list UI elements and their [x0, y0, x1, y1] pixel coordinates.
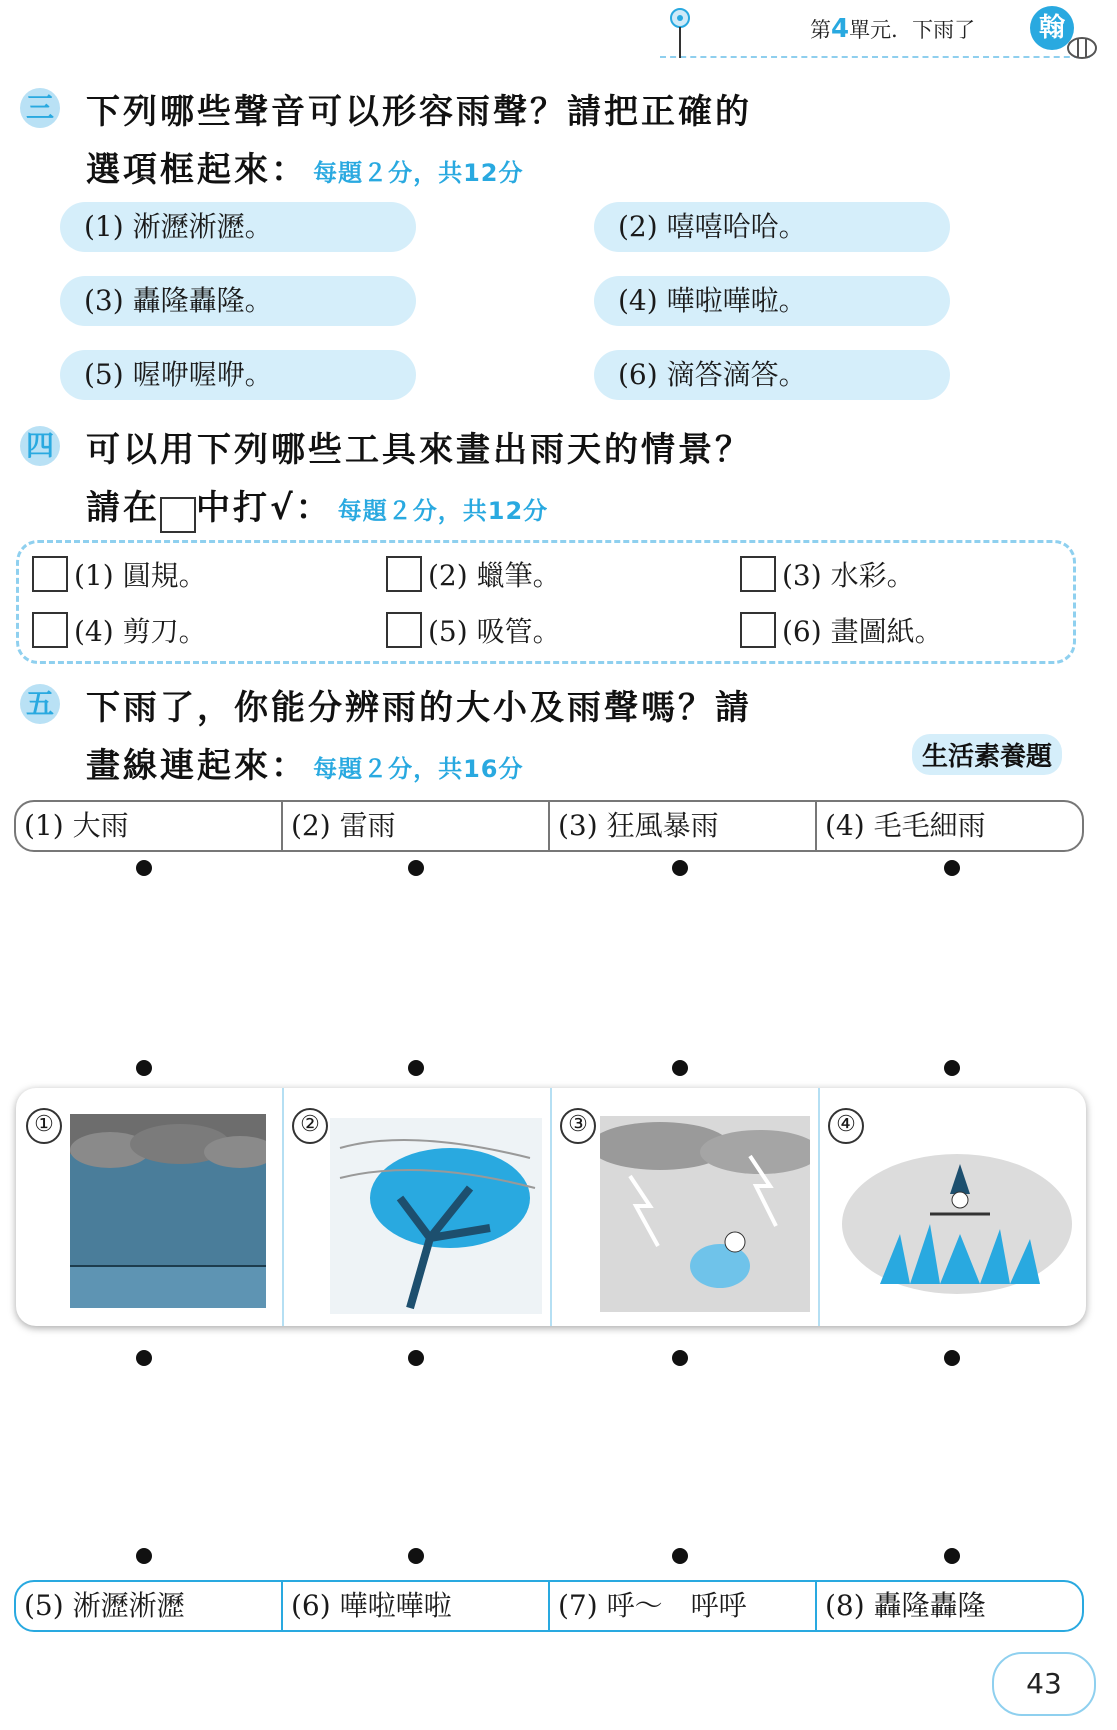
rain-type-cell: (4) 毛毛細雨 [825, 809, 986, 842]
rain-type-cell: (3) 狂風暴雨 [550, 802, 817, 850]
tool-item[interactable] [740, 554, 915, 594]
unit-number: 4 [831, 14, 850, 44]
picture-panel [16, 1088, 1086, 1326]
tool-label: (6) 畫圖紙。 [782, 615, 943, 648]
section-4-score: 每題２分，共12分 [337, 497, 549, 525]
tool-label: (2) 蠟筆。 [428, 559, 561, 592]
picture-number: ② [292, 1108, 328, 1144]
section-3-question-line2-wrap [86, 142, 524, 191]
option-pill[interactable]: (6) 滴答滴答。 [594, 350, 950, 400]
rain-type-cell: (2) 雷雨 [283, 802, 550, 850]
tool-label: (4) 剪刀。 [74, 615, 207, 648]
section-3-question-line2: 選項框起來： [86, 150, 308, 190]
tool-label: (5) 吸管。 [428, 615, 561, 648]
unit-prefix: 第 [810, 18, 831, 42]
literacy-tag: 生活素養題 [912, 734, 1062, 775]
rain-type-row [14, 800, 1084, 852]
picture-cell [284, 1088, 552, 1326]
section-4-question-line2-wrap [86, 480, 548, 533]
connect-dot[interactable] [408, 860, 424, 876]
publisher-badge: 翰 [1030, 6, 1074, 50]
unit-header [810, 14, 975, 44]
option-pill[interactable]: (3) 轟隆轟隆。 [60, 276, 416, 326]
tool-checkbox[interactable] [32, 556, 68, 592]
picture-cell [552, 1088, 820, 1326]
tool-checkbox[interactable] [386, 556, 422, 592]
bee-icon [1060, 26, 1106, 66]
tool-checkbox[interactable] [740, 556, 776, 592]
option-pill[interactable]: (1) 淅瀝淅瀝。 [60, 202, 416, 252]
connect-dot[interactable] [408, 1350, 424, 1366]
thunderstorm-bird-image [600, 1116, 810, 1312]
section-3-score: 每題２分，共12分 [313, 159, 524, 187]
tool-item[interactable] [386, 554, 561, 594]
tool-label: (1) 圓規。 [74, 559, 207, 592]
tool-item[interactable] [32, 554, 207, 594]
section-5-question-line2-wrap [86, 738, 524, 787]
picture-number: ① [26, 1108, 62, 1144]
option-pill[interactable]: (2) 嘻嘻哈哈。 [594, 202, 950, 252]
connect-dot[interactable] [944, 1350, 960, 1366]
rain-type-cell: (1) 大雨 [16, 802, 283, 850]
section-5-question-line1: 下雨了，你能分辨雨的大小及雨聲嗎？請 [86, 688, 752, 728]
connect-dot[interactable] [136, 1350, 152, 1366]
connect-dot[interactable] [672, 1060, 688, 1076]
connect-dot[interactable] [136, 1548, 152, 1564]
section-4-question-line2-post: 中打√： [196, 488, 333, 528]
header-divider [660, 56, 1090, 58]
scarecrow-drizzle-image [840, 1144, 1074, 1304]
picture-number: ③ [560, 1108, 596, 1144]
page-number: 43 [992, 1652, 1096, 1716]
unit-title: 單元．下雨了 [849, 18, 976, 42]
connect-dot[interactable] [408, 1060, 424, 1076]
section-4-question-line1: 可以用下列哪些工具來畫出雨天的情景？ [86, 430, 752, 470]
tool-item[interactable] [386, 610, 561, 650]
tool-item[interactable] [32, 610, 207, 650]
tool-label: (3) 水彩。 [782, 559, 915, 592]
connect-dot[interactable] [944, 1548, 960, 1564]
picture-cell [820, 1088, 1086, 1326]
example-checkbox [160, 497, 196, 533]
tool-checkbox[interactable] [32, 612, 68, 648]
connect-dot[interactable] [672, 1548, 688, 1564]
rain-sound-cell: (6) 嘩啦嘩啦 [283, 1582, 550, 1630]
connect-dot[interactable] [136, 1060, 152, 1076]
connect-dot[interactable] [672, 860, 688, 876]
section-4-question-line2-pre: 請在 [86, 488, 160, 528]
rain-sound-row [14, 1580, 1084, 1632]
tool-item[interactable] [740, 610, 943, 650]
option-pill[interactable]: (5) 喔咿喔咿。 [60, 350, 416, 400]
section-5-number: 五 [20, 684, 60, 724]
option-pill[interactable]: (4) 嘩啦嘩啦。 [594, 276, 950, 326]
connect-dot[interactable] [136, 860, 152, 876]
section-5-question-line2: 畫線連起來： [86, 746, 308, 786]
section-3-number: 三 [20, 88, 60, 128]
connect-dot[interactable] [944, 860, 960, 876]
connect-dot[interactable] [944, 1060, 960, 1076]
section-3-question-line1: 下列哪些聲音可以形容雨聲？請把正確的 [86, 92, 752, 132]
section-4-number: 四 [20, 426, 60, 466]
rain-sound-cell: (7) 呼～ 呼呼 [550, 1582, 817, 1630]
rain-sound-cell: (8) 轟隆轟隆 [825, 1589, 986, 1622]
storm-tree-image [330, 1118, 542, 1314]
picture-number: ④ [828, 1108, 864, 1144]
flower-icon [662, 4, 698, 60]
section-5-score: 每題２分，共16分 [313, 755, 524, 783]
tool-checkbox[interactable] [386, 612, 422, 648]
rain-sound-cell: (5) 淅瀝淅瀝 [16, 1582, 283, 1630]
tool-checkbox[interactable] [740, 612, 776, 648]
connect-dot[interactable] [408, 1548, 424, 1564]
connect-dot[interactable] [672, 1350, 688, 1366]
heavy-rain-cloud-image [70, 1114, 266, 1308]
picture-cell [16, 1088, 284, 1326]
